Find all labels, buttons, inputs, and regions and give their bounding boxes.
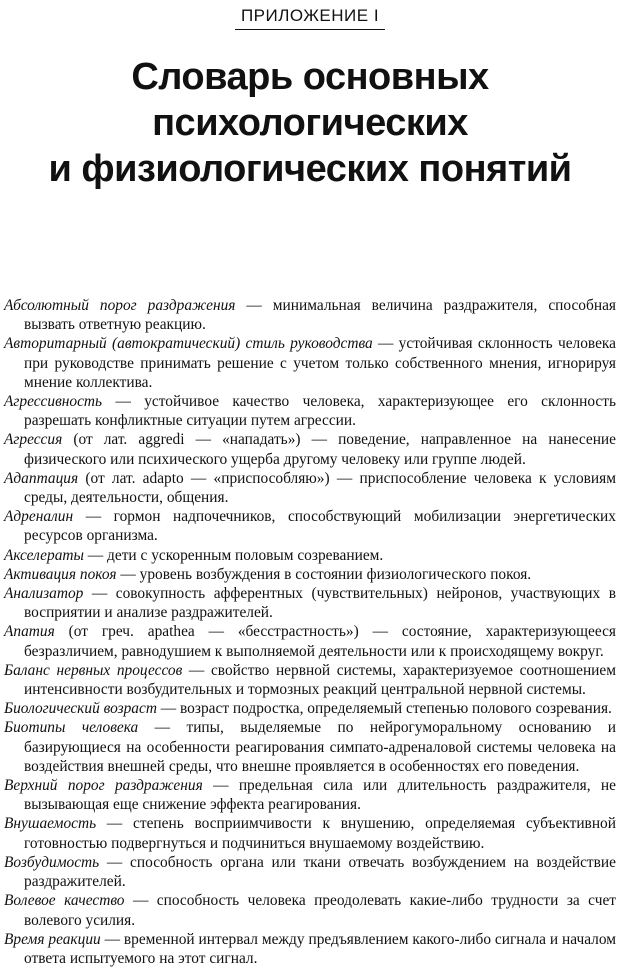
glossary-definition: — совокупность афферентных (чувствительных) нейронов, участвующих в восприятии и анализе раздражителей.	[24, 585, 616, 622]
glossary-entry	[4, 718, 616, 776]
glossary-definition: — способность органа или ткани отвечать возбуждением на воздействие раздражителей.	[24, 853, 616, 891]
glossary-entry	[4, 392, 616, 430]
glossary-term: Абсолютный порог раздражения	[4, 297, 236, 314]
glossary-entry	[4, 430, 616, 468]
glossary-term: Возбудимость	[4, 853, 100, 871]
page-title-line: психологических	[152, 102, 468, 144]
glossary-definition: — дети с ускоренным половым созреванием.	[83, 546, 384, 564]
glossary-list	[4, 296, 616, 968]
glossary-definition: — предельная сила или длительность раздражителя, не вызывающая еще снижение эффекта реагирования.	[24, 777, 616, 814]
glossary-term: Адреналин	[4, 508, 74, 526]
glossary-entry	[4, 776, 616, 814]
glossary-definition: — свойство нервной системы, характеризуемое соотношением интенсивности возбудительных и тормозных реакций центральной нервной системы.	[24, 661, 616, 699]
appendix-label	[0, 6, 620, 30]
glossary-entry	[4, 546, 616, 565]
page-title-line: и физиологических понятий	[48, 148, 572, 190]
glossary-entry	[4, 891, 616, 929]
page-title-line: Словарь основных	[131, 56, 489, 98]
glossary-definition: — гормон надпочечников, способствующий мобилизации энергетических ресурсов организма.	[24, 508, 616, 545]
glossary-entry	[4, 699, 616, 718]
glossary-term: Биологический возраст	[4, 700, 157, 718]
glossary-entry	[4, 565, 616, 584]
glossary-definition: — типы, выделяемые по нейрогуморальному основанию и базирующиеся на особенности реагирования симпато-адреналовой системы человека на воздействия внешней среды, что внешне проявляется в особенностях его поведения.	[24, 719, 616, 775]
glossary-term: Биотипы человека	[4, 719, 139, 737]
glossary-term: Адаптация	[4, 469, 79, 487]
glossary-term: Акселераты	[4, 546, 84, 564]
glossary-term: Апатия	[4, 623, 55, 641]
glossary-term: Активация покоя	[4, 565, 117, 583]
glossary-term: Анализатор	[4, 585, 84, 603]
glossary-definition: (от лат. adapto — «приспособляю») — приспособление человека к условиям среды, деятельности, общения.	[24, 469, 616, 507]
glossary-term: Верхний порог раздражения	[4, 777, 203, 795]
glossary-definition: — устойчивое качество человека, характеризующее его склонность разрешать конфликтные ситуации путем агрессии.	[24, 393, 616, 430]
glossary-entry	[4, 622, 616, 660]
glossary-term: Баланс нервных процессов	[4, 661, 183, 679]
glossary-term: Время реакции	[4, 930, 101, 948]
glossary-entry	[4, 661, 616, 699]
glossary-definition: — возраст подростка, определяемый степенью полового созревания.	[156, 700, 612, 718]
glossary-entry	[4, 930, 616, 968]
glossary-entry	[4, 584, 616, 622]
glossary-entry	[4, 507, 616, 545]
glossary-entry	[4, 469, 616, 507]
glossary-definition: — временной интервал между предъявлением какого-либо сигнала и началом ответа испытуемого на этот сигнал.	[24, 930, 616, 967]
glossary-entry	[4, 334, 616, 392]
glossary-definition: — степень восприимчивости к внушению, определяемая субъективной готовностью подвергнуться и подчиниться внушаемому воздействию.	[24, 815, 616, 852]
glossary-term: Агрессивность	[4, 393, 103, 411]
glossary-entry	[4, 296, 616, 334]
glossary-definition: — устойчивая склонность человека при руководстве принимать решение с учетом только собственного мнения, игнорируя мнение коллектива.	[24, 335, 616, 391]
glossary-definition: (от лат. aggredi — «нападать») — поведение, направленное на нанесение физического или психического ущерба другому человеку или группе людей.	[24, 431, 616, 468]
glossary-entry	[4, 853, 616, 891]
glossary-definition: — минимальная величина раздражителя, способная вызвать ответную реакцию.	[24, 297, 616, 334]
glossary-term: Внушаемость	[4, 815, 97, 833]
appendix-label-text: ПРИЛОЖЕНИЕ I	[235, 6, 385, 30]
glossary-term: Агрессия	[4, 431, 63, 449]
glossary-definition: — уровень возбуждения в состоянии физиологического покоя.	[116, 565, 532, 583]
glossary-definition: (от греч. apathea — «бесстрастность») — состояние, характеризующееся безразличием, равнодушием к выполняемой деятельности или к происходящему вокруг.	[24, 623, 616, 660]
glossary-term: Волевое качество	[4, 892, 125, 910]
glossary-term: Авторитарный (автократический) стиль руководства	[4, 335, 373, 353]
page-title	[0, 54, 620, 192]
glossary-definition: — способность человека преодолевать какие-либо трудности за счет волевого усилия.	[24, 892, 616, 929]
glossary-entry	[4, 814, 616, 852]
